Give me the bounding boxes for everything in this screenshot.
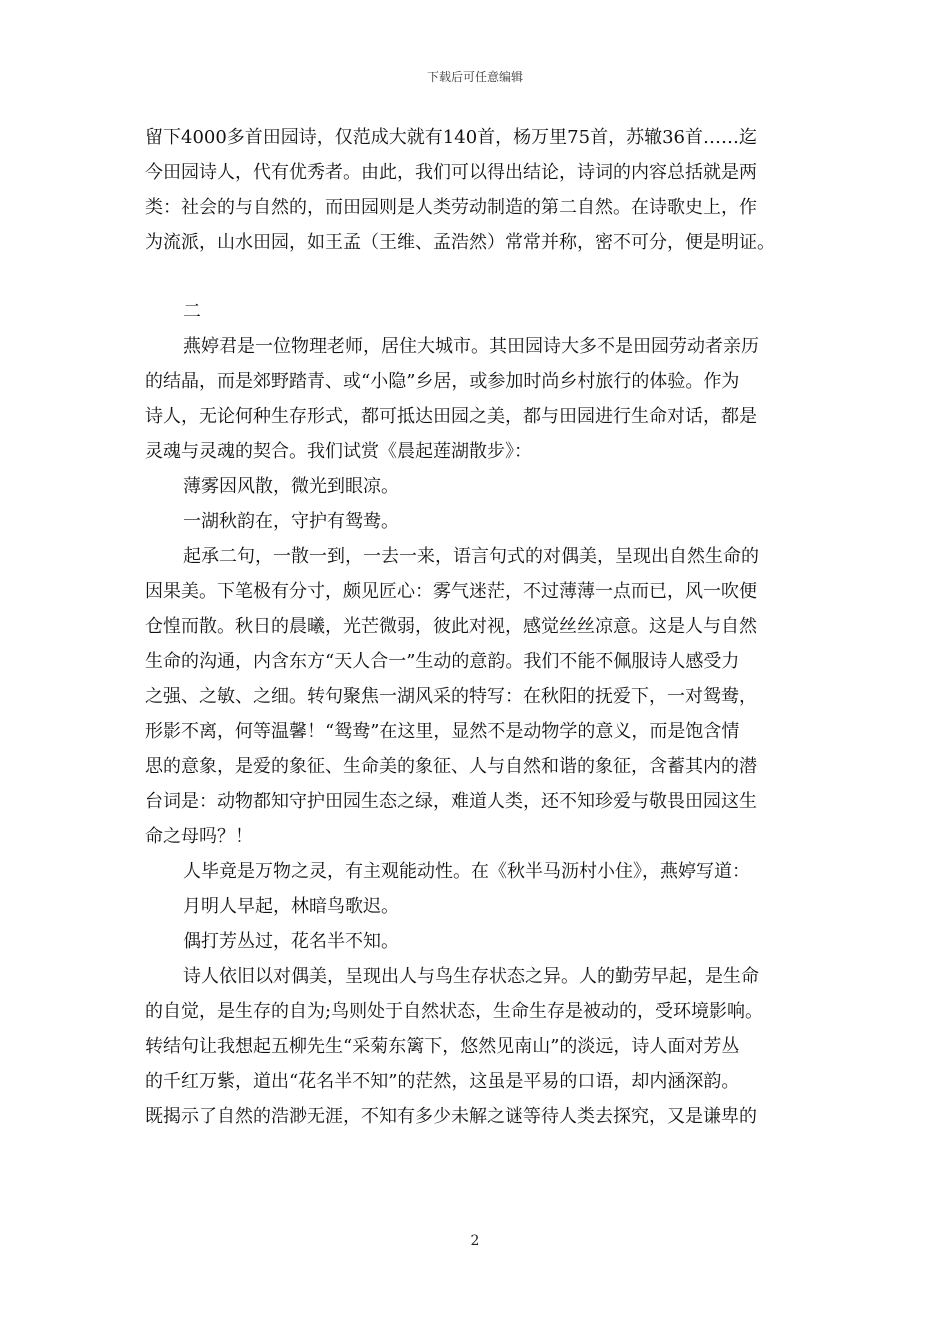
paragraph bbox=[145, 959, 825, 1134]
poem bbox=[145, 889, 825, 959]
text-line: 转结句让我想起五柳先生“采菊东篱下，悠然见南山”的淡远，诗人面对芳丛 bbox=[145, 1036, 740, 1057]
text-line: 诗人，无论何种生存形式，都可抵达田园之美，都与田园进行生命对话，都是 bbox=[145, 406, 757, 427]
text-line: 因果美。下笔极有分寸，颇见匠心：雾气迷茫，不过薄薄一点而已，风一吹便 bbox=[145, 581, 757, 602]
text-line: 的自觉，是生存的自为;鸟则处于自然状态，生命生存是被动的，受环境影响。 bbox=[145, 1001, 764, 1022]
poem-line: 薄雾因风散，微光到眼凉。 bbox=[183, 476, 399, 497]
text-line: 的千红万紫，道出“花名半不知”的茫然，这虽是平易的口语，却内涵深韵。 bbox=[145, 1071, 740, 1092]
text-line: 形影不离，何等温馨！“鸳鸯”在这里，显然不是动物学的意义，而是饱含情 bbox=[145, 721, 740, 742]
paragraph bbox=[145, 120, 825, 260]
text-line: 仓惶而散。秋日的晨曦，光芒微弱，彼此对视，感觉丝丝凉意。这是人与自然 bbox=[145, 616, 757, 637]
section-heading: 二 bbox=[183, 301, 201, 322]
page-header: 下载后可任意编辑 bbox=[426, 70, 523, 84]
paragraph bbox=[145, 329, 825, 469]
paragraph bbox=[145, 539, 825, 854]
page-number: 2 bbox=[470, 1233, 480, 1249]
text-line: 留下4000多首田园诗，仅范成大就有140首，杨万里75首，苏辙36首……迄 bbox=[145, 127, 757, 148]
text-line: 今田园诗人，代有优秀者。由此，我们可以得出结论，诗词的内容总括就是两 bbox=[145, 162, 757, 183]
text-line: 的结晶，而是郊野踏青、或“小隐”乡居，或参加时尚乡村旅行的体验。作为 bbox=[145, 371, 740, 392]
text-line: 既揭示了自然的浩渺无涯，不知有多少未解之谜等待人类去探究，又是谦卑的 bbox=[145, 1106, 757, 1127]
text-line: 燕婷君是一位物理老师，居住大城市。其田园诗大多不是田园劳动者亲历 bbox=[183, 336, 759, 357]
poem-line: 偶打芳丛过，花名半不知。 bbox=[183, 931, 399, 952]
text-line: 为流派，山水田园，如王孟（王维、孟浩然）常常并称，密不可分，便是明证。 bbox=[145, 232, 775, 253]
poem-line: 一湖秋韵在，守护有鸳鸯。 bbox=[183, 511, 399, 532]
paragraph bbox=[145, 854, 825, 889]
text-line: 命之母吗？！ bbox=[145, 826, 253, 847]
poem bbox=[145, 469, 825, 539]
text-line: 之强、之敏、之细。转句聚焦一湖风采的特写：在秋阳的抚爱下，一对鸳鸯， bbox=[145, 686, 757, 707]
text-line: 台词是：动物都知守护田园生态之绿，难道人类，还不知珍爱与敬畏田园这生 bbox=[145, 791, 757, 812]
poem-line: 月明人早起，林暗鸟歌迟。 bbox=[183, 896, 399, 917]
text-line: 诗人依旧以对偶美，呈现出人与鸟生存状态之异。人的勤劳早起，是生命 bbox=[183, 966, 759, 987]
text-line: 灵魂与灵魂的契合。我们试赏《晨起莲湖散步》： bbox=[145, 441, 532, 462]
text-line: 人毕竟是万物之灵，有主观能动性。在《秋半马沥村小住》，燕婷写道： bbox=[183, 861, 750, 882]
text-line: 类：社会的与自然的，而田园则是人类劳动制造的第二自然。在诗歌史上，作 bbox=[145, 197, 757, 218]
text-line: 思的意象，是爱的象征、生命美的象征、人与自然和谐的象征，含蓄其内的潜 bbox=[145, 756, 757, 777]
text-line: 起承二句，一散一到，一去一来，语言句式的对偶美，呈现出自然生命的 bbox=[183, 546, 759, 567]
spacer bbox=[145, 260, 825, 294]
document-body bbox=[145, 120, 825, 1134]
text-line: 生命的沟通，内含东方“天人合一”生动的意韵。我们不能不佩服诗人感受力 bbox=[145, 651, 740, 672]
